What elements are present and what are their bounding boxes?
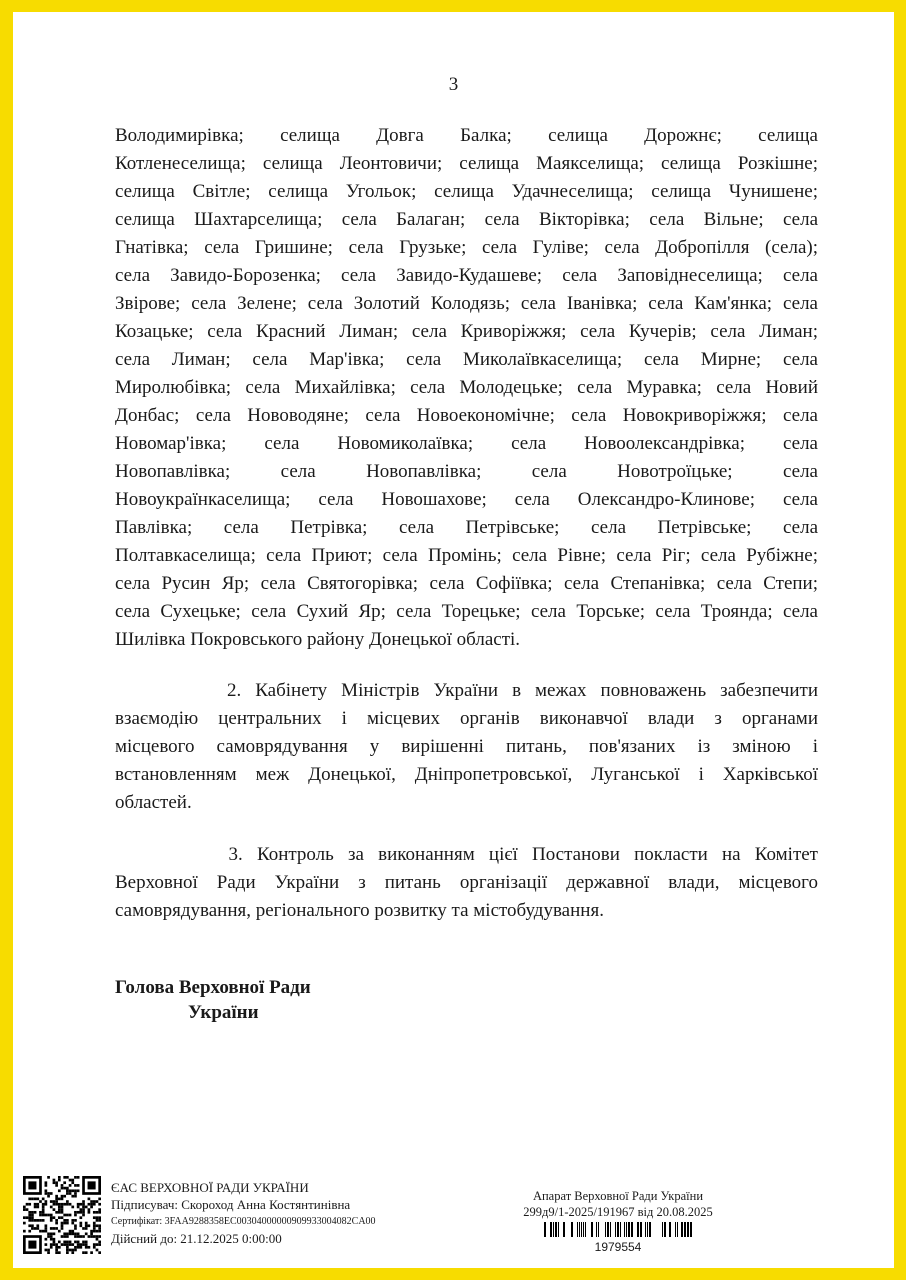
text-line: селища Світле; селища Угольок; селища Удачнеселища; селища Чунишене; bbox=[115, 181, 818, 202]
e-signature-info bbox=[111, 1179, 376, 1247]
org-name: Апарат Верховної Ради України bbox=[532, 1189, 704, 1203]
signature-title bbox=[115, 975, 311, 1025]
paragraph-3 bbox=[115, 841, 818, 925]
text-line: взаємодію центральних і місцевих органів виконавчої влади з органами bbox=[115, 708, 818, 729]
text-line: села Завидо-Борозенка; села Завидо-Кудашеве; села Заповіднеселища; села bbox=[115, 265, 818, 286]
text-line: областей. bbox=[115, 792, 192, 813]
text-line: села Лиман; села Мар'івка; села Миколаївкаселища; села Мирне; села bbox=[115, 349, 818, 370]
text-line: 3. Контроль за виконанням цієї Постанови покласти на Комітет bbox=[115, 844, 818, 865]
signature-line-1: Голова Верховної Ради bbox=[115, 977, 311, 998]
certificate: Сертифікат: 3FAA9288358EC00304000000909933004082CA00 bbox=[111, 1216, 376, 1227]
signer: Підписувач: Скороход Анна Костянтинівна bbox=[111, 1197, 351, 1212]
barcode-number: 1979554 bbox=[594, 1240, 642, 1254]
text-line: Новомар'івка; села Новомиколаївка; села Новоолександрівка; села bbox=[115, 433, 818, 454]
paragraph-2 bbox=[115, 677, 818, 817]
text-line: Гнатівка; села Гришине; села Грузьке; села Гуліве; села Добропілля (села); bbox=[115, 237, 818, 258]
settlements-list bbox=[115, 122, 818, 654]
text-line: Донбас; села Нововодяне; села Новоекономічне; села Новокриворіжжя; села bbox=[115, 405, 818, 426]
text-line: Новопавлівка; села Новопавлівка; села Новотроїцьке; села bbox=[115, 461, 818, 482]
text-line: селища Шахтарселища; села Балаган; села Вікторівка; села Вільне; села bbox=[115, 209, 818, 230]
valid-until: Дійсний до: 21.12.2025 0:00:00 bbox=[111, 1231, 282, 1246]
page-number: 3 bbox=[448, 74, 459, 95]
text-line: Звірове; села Зелене; села Золотий Колодязь; села Іванівка; села Кам'янка; села bbox=[115, 293, 818, 314]
text-line: Котленеселища; селища Леонтовичи; селища Маякселища; селища Розкішне; bbox=[115, 153, 818, 174]
qr-code-icon bbox=[23, 1176, 101, 1254]
text-line: Полтавкаселища; села Приют; села Промінь; села Рівне; села Ріг; села Рубіжне; bbox=[115, 545, 818, 566]
text-line: Верховної Ради України з питань організації державної влади, місцевого bbox=[115, 872, 818, 893]
signature-line-2: України bbox=[188, 1002, 259, 1023]
text-line: Володимирівка; селища Довга Балка; селища Дорожнє; селища bbox=[115, 125, 818, 146]
barcode-icon bbox=[542, 1222, 695, 1237]
text-line: села Сухецьке; села Сухий Яр; села Торецьке; села Торське; села Троянда; села bbox=[115, 601, 818, 622]
text-line: встановленням меж Донецької, Дніпропетровської, Луганської і Харківської bbox=[115, 764, 818, 785]
registration-number: 299д9/1-2025/191967 від 20.08.2025 bbox=[523, 1205, 713, 1219]
text-line: Козацьке; села Красний Лиман; села Криворіжжя; села Кучерів; села Лиман; bbox=[115, 321, 818, 342]
text-line: Павлівка; села Петрівка; села Петрівське; села Петрівське; села bbox=[115, 517, 818, 538]
document-page bbox=[13, 12, 894, 1268]
text-line: села Русин Яр; села Святогорівка; села Софіївка; села Степанівка; села Степи; bbox=[115, 573, 818, 594]
system-name: ЄАС ВЕРХОВНОЇ РАДИ УКРАЇНИ bbox=[111, 1180, 309, 1195]
text-line: Миролюбівка; села Михайлівка; села Молодецьке; села Муравка; села Новий bbox=[115, 377, 818, 398]
registration-stamp bbox=[493, 1188, 743, 1254]
text-line: Новоукраїнкаселища; села Новошахове; села Олександро-Клинове; села bbox=[115, 489, 818, 510]
text-line: 2. Кабінету Міністрів України в межах повноважень забезпечити bbox=[115, 680, 818, 701]
text-line: самоврядування, регіонального розвитку та містобудування. bbox=[115, 900, 604, 921]
text-line: Шилівка Покровського району Донецької області. bbox=[115, 629, 521, 650]
text-line: місцевого самоврядування у вирішенні питань, пов'язаних із зміною і bbox=[115, 736, 818, 757]
